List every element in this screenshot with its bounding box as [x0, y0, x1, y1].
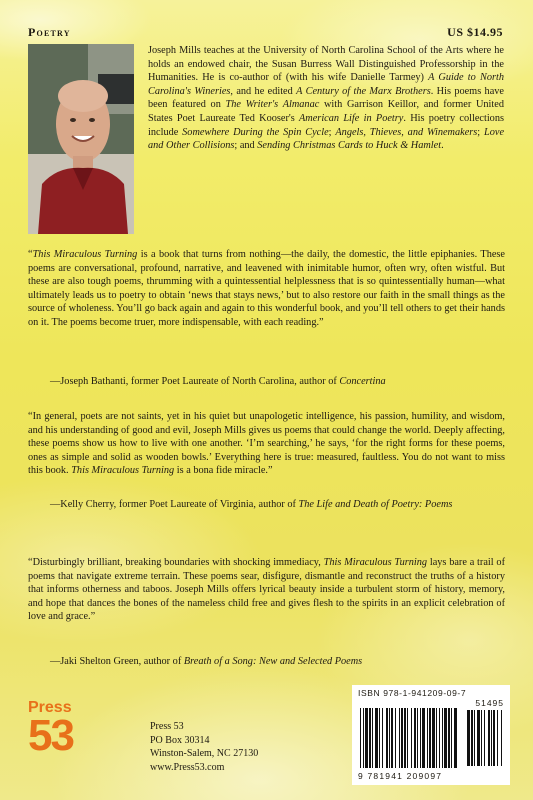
quote-text: “In general, poets are not saints, yet in his quiet but unapologetic intelligence, his passion, humility, and wisdom, and his understanding of good and evil, Joseph Mills gives us poems that could change the world. Deeply affecting, these poems show us how to live with one another. ‘I’m searching,’ he says, ‘for the right forms for these poems, ones as simple and solid as wooden bowls.’ Everything here is true: measured, faultless. You do not want to miss this book.	[28, 411, 505, 477]
bio-text: .	[441, 140, 444, 152]
bio-text: . His poems have been featured on	[148, 85, 504, 111]
price-label: US $14.95	[447, 25, 503, 39]
barcode-bar	[365, 708, 368, 768]
barcode-bar	[436, 708, 437, 768]
barcode-bar	[427, 708, 428, 768]
blurb-quote-3	[28, 556, 505, 624]
bio-title: Sending Christmas Cards to Huck & Hamlet	[257, 140, 442, 152]
barcode-bar	[481, 710, 482, 766]
barcode-bar	[491, 710, 492, 766]
barcode-bar	[439, 708, 440, 768]
barcode-bar	[493, 710, 495, 766]
quote-text: “Disturbingly brilliant, breaking boundaries with shocking immediacy,	[28, 557, 324, 568]
barcode-bar	[474, 710, 475, 766]
isbn-barcode	[352, 685, 510, 785]
barcode-bar	[386, 708, 388, 768]
barcode-bar	[389, 708, 390, 768]
logo-number: 53	[28, 711, 73, 760]
bio-title: A Guide to North Carolina's Wineries	[148, 72, 504, 97]
book-title: This Miraculous Turning	[32, 249, 138, 260]
quote-text: is a book that turns from nothing—the daily, the domestic, the little epiphanies. These poems are conversational, profound, narrative, and leavened with inimitable humor, often wry, often wistful. But these are also tough poems, thrumming with a quintessential helplessness that is so quintessentially human—what ultimately leads us to poetry to obtain ‘news that stays news,’ but to also restore our faith in the small things as the source of wholeness. You’ll go back again and again to this wonderful book, and you’ll tell others to get their hands on it. The poems become truer, more indispensable, with each reading.”	[28, 249, 505, 328]
author-bio	[148, 44, 504, 153]
barcode-bar	[401, 708, 403, 768]
bio-text: ;	[477, 126, 484, 138]
barcode-bar	[363, 708, 364, 768]
book-title: This Miraculous Turning	[71, 465, 175, 477]
barcode-bar	[404, 708, 406, 768]
attribution-title: The Life and Death of Poetry: Poems	[298, 499, 453, 510]
barcode-bar	[467, 710, 470, 766]
barcode-bar	[414, 708, 416, 768]
publisher-po-box: PO Box 30314	[150, 734, 210, 746]
barcode-bar	[422, 708, 425, 768]
bio-title: Angels, Thieves, and Winemakers	[335, 126, 478, 138]
publisher-city: Winston-Salem, NC 27130	[150, 748, 259, 759]
author-portrait-image	[28, 44, 134, 234]
barcode-bar	[407, 708, 408, 768]
barcode-digits: 9 781941 209097	[358, 771, 443, 781]
author-photo	[28, 44, 134, 234]
barcode-bar	[497, 710, 498, 766]
bio-text: . His poetry collections include	[148, 112, 504, 138]
publisher-website: www.Press53.com	[150, 761, 225, 773]
barcode-bar	[451, 708, 452, 768]
bio-text: Joseph Mills teaches at the University of North Carolina School of the Arts where he holds an endowed chair, the Susan Burress Wall Distinguished Professorship in the Humanities. He is co-author of (with his wife Danielle Tarmey)	[148, 45, 504, 84]
barcode-bar	[432, 708, 435, 768]
barcode-bar	[395, 708, 396, 768]
bio-title: Somewhere During the Spin Cycle	[182, 126, 329, 138]
barcode-bar	[484, 710, 485, 766]
publisher-logo	[28, 699, 78, 760]
quote-mark: “	[28, 249, 33, 260]
bio-text: with Garrison Keillor, and former United States Poet Laureate Ted Kooser's	[148, 99, 504, 124]
blurb-quote-2	[28, 410, 505, 478]
barcode-bar	[471, 710, 473, 766]
barcode-bar	[442, 708, 443, 768]
barcode-bar	[501, 710, 502, 766]
bio-title: A Century of the Marx Brothers	[296, 85, 431, 97]
logo-word: Press	[28, 699, 72, 716]
barcode-bar	[372, 708, 373, 768]
attribution-title: Breath of a Song: New and Selected Poems	[183, 656, 363, 667]
barcode-bar	[477, 710, 480, 766]
barcode-bar	[488, 710, 490, 766]
barcode-bar	[382, 708, 383, 768]
quote-text: lays bare a trail of poems that navigate extreme terrain. These poems sear, disfigure, dismantle and reconstruct the truths of a history that informs otherness and taboos. Joseph Mills offers lyrical beauty inside a turbulent storm of history, memory, and hope that dances the bones of the nameless child free and gives flesh to the spirits in an explicit celebration of love and grace.”	[28, 557, 505, 623]
attribution-text: —Kelly Cherry, former Poet Laureate of Virginia, author of	[50, 499, 299, 510]
quote-text: is a bona fide miracle.”	[174, 465, 273, 477]
blurb-attribution-1	[50, 375, 510, 389]
barcode-bar	[379, 708, 380, 768]
bio-title: The Writer's Almanac	[225, 99, 320, 111]
barcode-bar	[360, 708, 361, 768]
bio-text: ;	[328, 126, 336, 138]
barcode-bar	[444, 708, 447, 768]
bio-text: ; and	[234, 140, 258, 152]
barcode-bar	[448, 708, 450, 768]
attribution-text: —Joseph Bathanti, former Poet Laureate of North Carolina, author of	[50, 376, 340, 387]
barcode-bar	[399, 708, 400, 768]
publisher-address	[150, 720, 258, 774]
barcode-bar	[417, 708, 418, 768]
barcode-bar	[454, 708, 457, 768]
bio-text: , and he edited	[230, 85, 297, 97]
barcode-bars	[358, 698, 504, 770]
barcode-bar	[369, 708, 371, 768]
barcode-bar	[420, 708, 421, 768]
publisher-name: Press 53	[150, 721, 184, 732]
isbn-text: ISBN 978-1-941209-09-7	[358, 688, 467, 698]
bio-title: Love and Other Collisions	[148, 126, 505, 152]
barcode-bar	[411, 708, 412, 768]
blurb-attribution-3	[50, 655, 510, 669]
blurb-quote-1	[28, 248, 505, 330]
blurb-attribution-2	[50, 498, 510, 512]
book-title: This Miraculous Turning	[323, 557, 428, 568]
barcode-bar	[391, 708, 393, 768]
bio-title: American Life in Poetry	[299, 112, 404, 124]
barcode-addon-digits: 51495	[475, 698, 504, 708]
genre-label: Poetry	[28, 25, 71, 39]
barcode-bar	[375, 708, 378, 768]
attribution-text: —Jaki Shelton Green, author of	[50, 656, 184, 667]
barcode-bar	[429, 708, 431, 768]
attribution-title: Concertina	[339, 376, 386, 387]
